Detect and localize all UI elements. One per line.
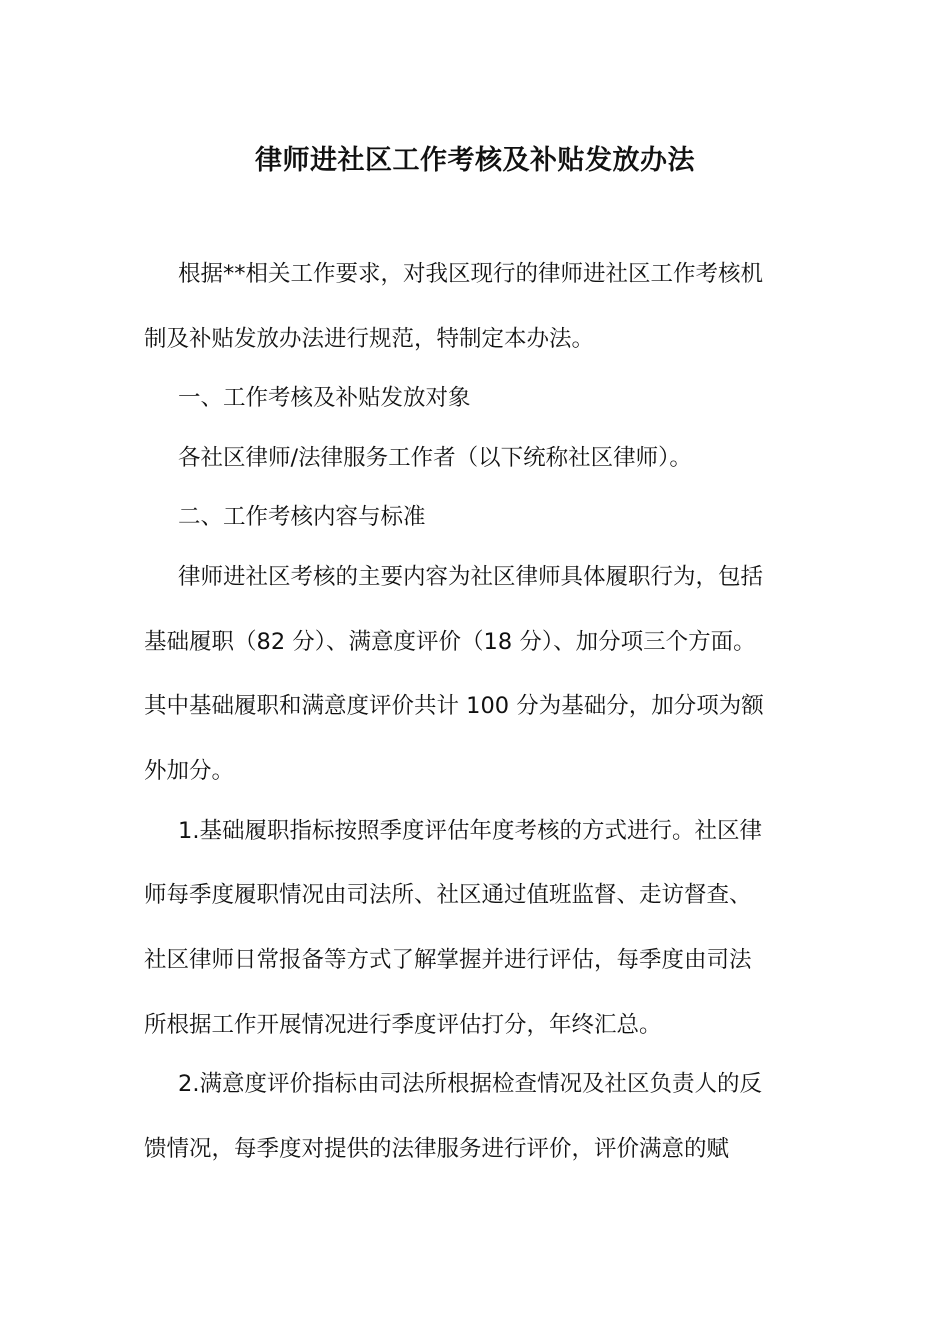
paragraph-line: 师每季度履职情况由司法所、社区通过值班监督、走访督查、 — [144, 882, 752, 908]
paragraph-line: 制及补贴发放办法进行规范，特制定本办法。 — [144, 326, 595, 352]
paragraph-line: 基础履职（82 分）、满意度评价（18 分）、加分项三个方面。 — [144, 629, 756, 655]
paragraph-line: 2.满意度评价指标由司法所根据检查情况及社区负责人的反 — [178, 1071, 762, 1097]
paragraph-line: 馈情况，每季度对提供的法律服务进行评价，评价满意的赋 — [144, 1136, 730, 1162]
paragraph-line: 其中基础履职和满意度评价共计 100 分为基础分，加分项为额 — [144, 693, 764, 719]
section-heading: 二、工作考核内容与标准 — [178, 504, 426, 530]
paragraph-line: 社区律师日常报备等方式了解掌握并进行评估，每季度由司法 — [144, 947, 752, 973]
paragraph-line: 各社区律师/法律服务工作者（以下统称社区律师）。 — [178, 445, 692, 471]
paragraph-line: 外加分。 — [144, 758, 235, 784]
paragraph-line: 律师进社区考核的主要内容为社区律师具体履职行为，包括 — [178, 564, 764, 590]
document-title: 律师进社区工作考核及补贴发放办法 — [255, 145, 695, 176]
paragraph-line: 1.基础履职指标按照季度评估年度考核的方式进行。社区律 — [178, 818, 762, 844]
paragraph-line: 根据**相关工作要求，对我区现行的律师进社区工作考核机 — [178, 261, 764, 287]
paragraph-line: 所根据工作开展情况进行季度评估打分，年终汇总。 — [144, 1012, 662, 1038]
section-heading: 一、工作考核及补贴发放对象 — [178, 385, 471, 411]
